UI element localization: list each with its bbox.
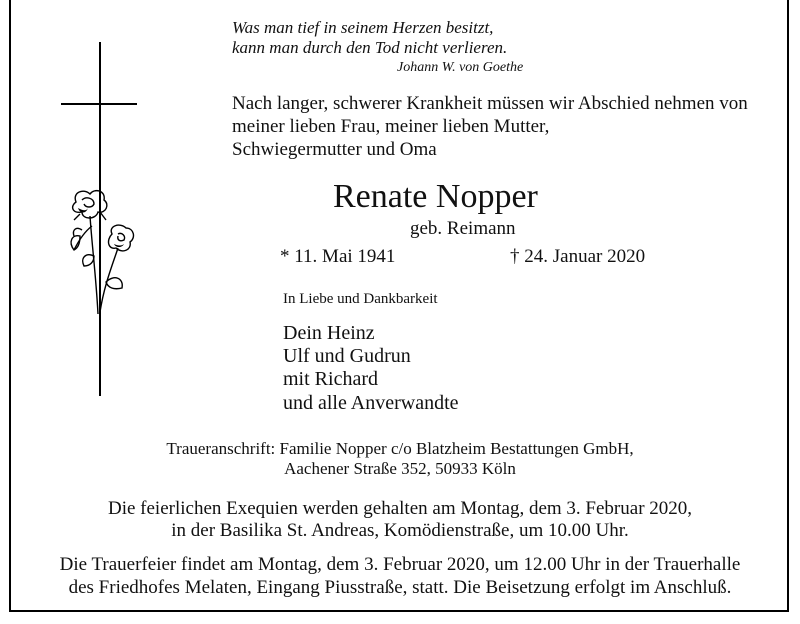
address-line-1: Traueranschrift: Familie Nopper c/o Blatzheim Bestattungen GmbH,: [166, 439, 634, 458]
intro-line-2: meiner lieben Frau, meiner lieben Mutter,: [232, 116, 550, 137]
service-line-2: in der Basilika St. Andreas, Komödienstraße, um 10.00 Uhr.: [171, 520, 629, 541]
ceremony-line-1: Die Trauerfeier findet am Montag, dem 3. Februar 2020, um 12.00 Uhr in der Trauerhalle: [59, 554, 741, 575]
mourner-1: Dein Heinz: [283, 322, 375, 344]
quote-author: Johann W. von Goethe: [397, 60, 524, 75]
dedication: In Liebe und Dankbarkeit: [283, 291, 438, 307]
address-line-2: Aachener Straße 352, 50933 Köln: [284, 459, 516, 478]
intro-line-1: Nach langer, schwerer Krankheit müssen wir Abschied nehmen von: [232, 93, 748, 114]
deceased-name: Renate Nopper: [333, 178, 538, 215]
maiden-name: geb. Reimann: [410, 218, 516, 239]
death-date: † 24. Januar 2020: [510, 246, 646, 267]
intro-line-3: Schwiegermutter und Oma: [232, 139, 437, 160]
mourner-2: Ulf und Gudrun: [283, 345, 411, 367]
mourner-4: und alle Anverwandte: [283, 392, 459, 414]
birth-date: * 11. Mai 1941: [280, 246, 396, 267]
mourner-3: mit Richard: [283, 368, 378, 390]
quote-line-1: Was man tief in seinem Herzen besitzt,: [232, 18, 494, 37]
roses-icon: [62, 186, 142, 316]
quote-line-2: kann man durch den Tod nicht verlieren.: [232, 38, 508, 57]
ceremony-line-2: des Friedhofes Melaten, Eingang Piusstraße, statt. Die Beisetzung erfolgt im Anschluß.: [68, 577, 732, 598]
service-line-1: Die feierlichen Exequien werden gehalten am Montag, dem 3. Februar 2020,: [107, 498, 693, 519]
